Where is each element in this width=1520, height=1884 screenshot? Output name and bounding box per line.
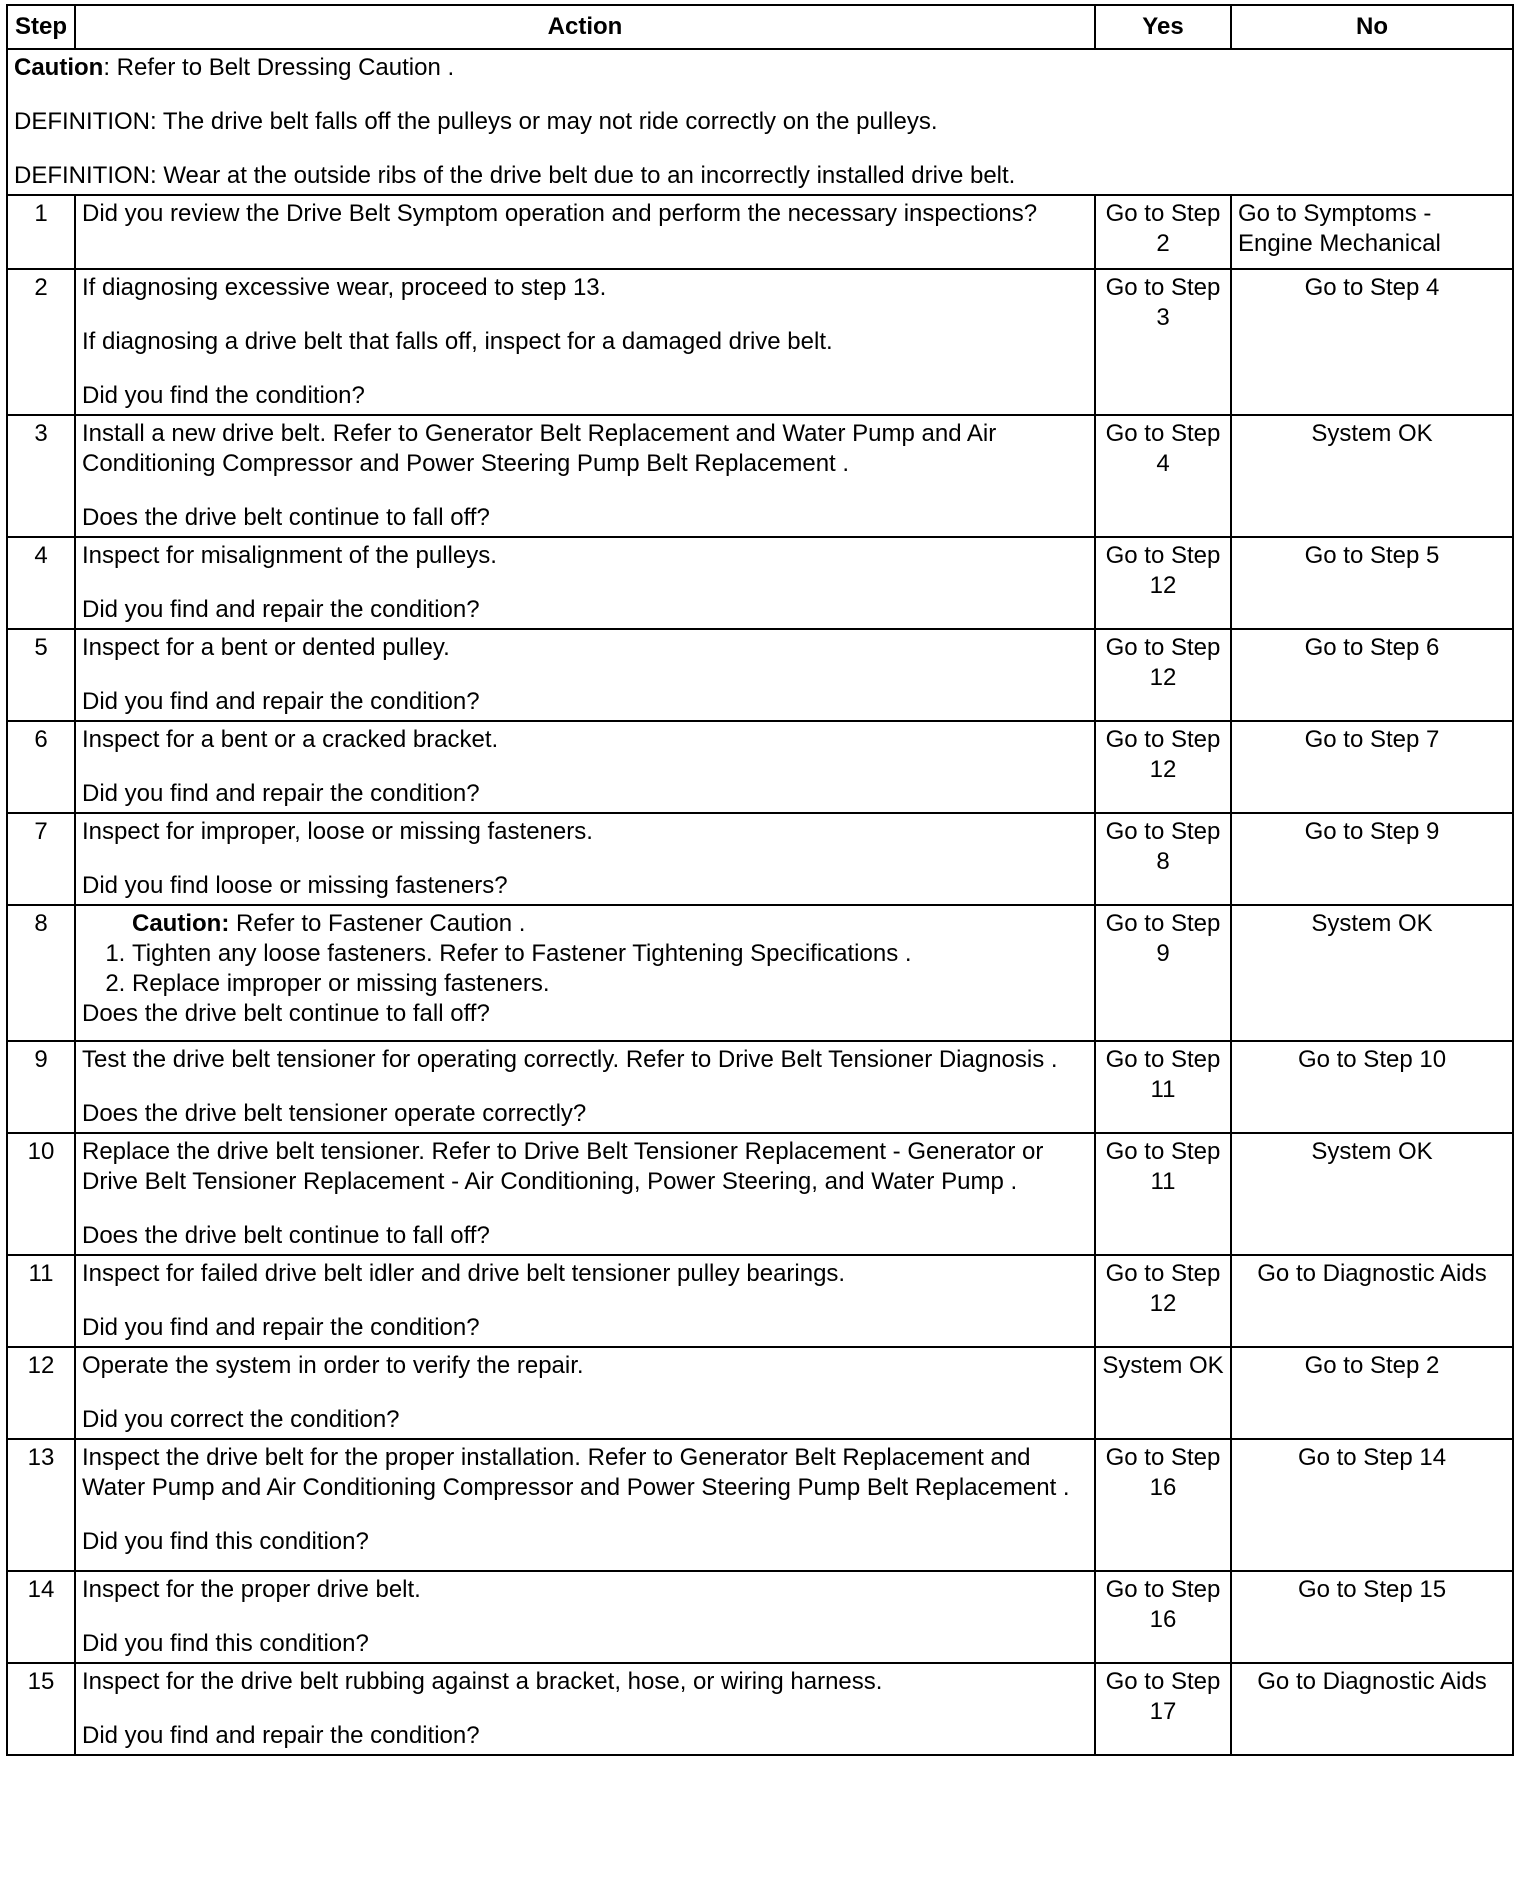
yes-link[interactable]: Go to Step 8 bbox=[1095, 813, 1231, 905]
step-caution-text: Refer to Fastener Caution . bbox=[229, 910, 526, 937]
step-number: 5 bbox=[7, 629, 75, 721]
action-question: Does the drive belt continue to fall off? bbox=[82, 1000, 490, 1027]
yes-link[interactable]: Go to Step 16 bbox=[1095, 1439, 1231, 1571]
step-number: 2 bbox=[7, 269, 75, 415]
action-question: Did you find and repair the condition? bbox=[82, 596, 480, 623]
diagnostic-table bbox=[6, 4, 1514, 1756]
table-row bbox=[7, 1255, 1513, 1347]
step-action bbox=[75, 269, 1095, 415]
action-line: Test the drive belt tensioner for operating correctly. Refer to Drive Belt Tensioner Diagnosis . bbox=[82, 1046, 1058, 1073]
table-row bbox=[7, 1663, 1513, 1755]
action-question: Did you find and repair the condition? bbox=[82, 688, 480, 715]
step-number: 1 bbox=[7, 195, 75, 269]
action-line: Inspect for a bent or a cracked bracket. bbox=[82, 726, 499, 753]
no-link[interactable]: Go to Step 5 bbox=[1231, 537, 1513, 629]
intro-cell bbox=[7, 49, 1513, 195]
action-question: Does the drive belt tensioner operate correctly? bbox=[82, 1100, 587, 1127]
step-action bbox=[75, 1133, 1095, 1255]
yes-link[interactable]: Go to Step 2 bbox=[1095, 195, 1231, 269]
action-line: Inspect for the drive belt rubbing against a bracket, hose, or wiring harness. bbox=[82, 1668, 883, 1695]
yes-link[interactable]: Go to Step 17 bbox=[1095, 1663, 1231, 1755]
step-number: 8 bbox=[7, 905, 75, 1041]
table-row bbox=[7, 415, 1513, 537]
list-item: 1. Tighten any loose fasteners. Refer to Fastener Tightening Specifications . bbox=[132, 939, 1088, 969]
action-question: Does the drive belt continue to fall off? bbox=[82, 1222, 490, 1249]
action-line: Inspect for failed drive belt idler and drive belt tensioner pulley bearings. bbox=[82, 1260, 846, 1287]
action-question: Did you find this condition? bbox=[82, 1630, 369, 1657]
step-number: 9 bbox=[7, 1041, 75, 1133]
step-number: 14 bbox=[7, 1571, 75, 1663]
action-line: Inspect for misalignment of the pulleys. bbox=[82, 542, 497, 569]
header-no: No bbox=[1231, 5, 1513, 49]
step-action bbox=[75, 813, 1095, 905]
action-line: Replace the drive belt tensioner. Refer to Drive Belt Tensioner Replacement - Generator or Drive Belt Tensioner Replacement - Air Conditioning, Power Steering, and Water Pump . bbox=[82, 1138, 1044, 1195]
no-link[interactable]: Go to Step 4 bbox=[1231, 269, 1513, 415]
step-action bbox=[75, 1255, 1095, 1347]
step-number: 11 bbox=[7, 1255, 75, 1347]
step-caution bbox=[82, 909, 1088, 939]
no-link[interactable]: Go to Symptoms - Engine Mechanical bbox=[1231, 195, 1513, 269]
step-caution-label: Caution: bbox=[132, 910, 230, 937]
step-number: 3 bbox=[7, 415, 75, 537]
yes-link[interactable]: Go to Step 4 bbox=[1095, 415, 1231, 537]
no-link[interactable]: Go to Step 6 bbox=[1231, 629, 1513, 721]
action-question: Did you find loose or missing fasteners? bbox=[82, 872, 508, 899]
step-action bbox=[75, 1571, 1095, 1663]
yes-link[interactable]: Go to Step 11 bbox=[1095, 1133, 1231, 1255]
no-link[interactable]: System OK bbox=[1231, 1133, 1513, 1255]
table-row bbox=[7, 269, 1513, 415]
table-row bbox=[7, 1347, 1513, 1439]
no-link[interactable]: Go to Step 10 bbox=[1231, 1041, 1513, 1133]
table-row bbox=[7, 537, 1513, 629]
yes-link[interactable]: Go to Step 11 bbox=[1095, 1041, 1231, 1133]
step-number: 10 bbox=[7, 1133, 75, 1255]
yes-link[interactable]: Go to Step 12 bbox=[1095, 1255, 1231, 1347]
step-action bbox=[75, 1663, 1095, 1755]
action-line: Did you review the Drive Belt Symptom operation and perform the necessary inspections? bbox=[82, 200, 1038, 227]
header-row bbox=[7, 5, 1513, 49]
action-line: Operate the system in order to verify the repair. bbox=[82, 1352, 584, 1379]
intro-row bbox=[7, 49, 1513, 195]
action-question: Did you find the condition? bbox=[82, 382, 365, 409]
action-line: Inspect for a bent or dented pulley. bbox=[82, 634, 450, 661]
action-line: Inspect the drive belt for the proper installation. Refer to Generator Belt Replacement and Water Pump and Air Conditioning Compressor and Power Steering Pump Belt Replacement . bbox=[82, 1444, 1070, 1501]
yes-link[interactable]: System OK bbox=[1095, 1347, 1231, 1439]
step-number: 15 bbox=[7, 1663, 75, 1755]
step-action bbox=[75, 195, 1095, 269]
intro-caution-text: : Refer to Belt Dressing Caution . bbox=[103, 54, 455, 81]
step-number: 13 bbox=[7, 1439, 75, 1571]
yes-link[interactable]: Go to Step 3 bbox=[1095, 269, 1231, 415]
action-line: Install a new drive belt. Refer to Generator Belt Replacement and Water Pump and Air Conditioning Compressor and Power Steering Pump Belt Replacement . bbox=[82, 420, 997, 477]
step-number: 4 bbox=[7, 537, 75, 629]
step-action bbox=[75, 1439, 1095, 1571]
action-question: Did you find and repair the condition? bbox=[82, 1314, 480, 1341]
yes-link[interactable]: Go to Step 16 bbox=[1095, 1571, 1231, 1663]
action-question: Does the drive belt continue to fall off? bbox=[82, 504, 490, 531]
header-action: Action bbox=[75, 5, 1095, 49]
intro-caution bbox=[14, 53, 1506, 83]
intro-definition-1: DEFINITION: The drive belt falls off the pulleys or may not ride correctly on the pulleys. bbox=[14, 108, 938, 135]
step-number: 7 bbox=[7, 813, 75, 905]
step-number: 12 bbox=[7, 1347, 75, 1439]
step-action bbox=[75, 415, 1095, 537]
action-question: Did you find this condition? bbox=[82, 1528, 369, 1555]
action-question: Did you find and repair the condition? bbox=[82, 780, 480, 807]
table-row bbox=[7, 195, 1513, 269]
table-row bbox=[7, 1439, 1513, 1571]
action-line: Inspect for improper, loose or missing fasteners. bbox=[82, 818, 593, 845]
table-row bbox=[7, 1133, 1513, 1255]
no-link[interactable]: Go to Step 14 bbox=[1231, 1439, 1513, 1571]
yes-link[interactable]: Go to Step 12 bbox=[1095, 721, 1231, 813]
action-line: If diagnosing excessive wear, proceed to step 13. bbox=[82, 274, 607, 301]
header-step: Step bbox=[7, 5, 75, 49]
action-line: If diagnosing a drive belt that falls off, inspect for a damaged drive belt. bbox=[82, 328, 833, 355]
table-row bbox=[7, 629, 1513, 721]
substep-list bbox=[82, 939, 1088, 999]
yes-link[interactable]: Go to Step 12 bbox=[1095, 537, 1231, 629]
step-action bbox=[75, 1041, 1095, 1133]
table-row bbox=[7, 721, 1513, 813]
table-row bbox=[7, 1571, 1513, 1663]
header-yes: Yes bbox=[1095, 5, 1231, 49]
step-action bbox=[75, 537, 1095, 629]
step-action bbox=[75, 629, 1095, 721]
table-row bbox=[7, 905, 1513, 1041]
no-link[interactable]: Go to Step 2 bbox=[1231, 1347, 1513, 1439]
table-row bbox=[7, 1041, 1513, 1133]
table-row bbox=[7, 813, 1513, 905]
no-link[interactable]: Go to Step 9 bbox=[1231, 813, 1513, 905]
action-line: Inspect for the proper drive belt. bbox=[82, 1576, 421, 1603]
intro-definition-2: DEFINITION: Wear at the outside ribs of the drive belt due to an incorrectly installed drive belt. bbox=[14, 162, 1016, 189]
step-action bbox=[75, 905, 1095, 1041]
step-number: 6 bbox=[7, 721, 75, 813]
step-action bbox=[75, 721, 1095, 813]
no-link[interactable]: System OK bbox=[1231, 415, 1513, 537]
no-link[interactable]: System OK bbox=[1231, 905, 1513, 1041]
no-link[interactable]: Go to Diagnostic Aids bbox=[1231, 1663, 1513, 1755]
list-item: 2. Replace improper or missing fasteners. bbox=[132, 969, 1088, 999]
no-link[interactable]: Go to Step 15 bbox=[1231, 1571, 1513, 1663]
action-question: Did you correct the condition? bbox=[82, 1406, 400, 1433]
yes-link[interactable]: Go to Step 12 bbox=[1095, 629, 1231, 721]
yes-link[interactable]: Go to Step 9 bbox=[1095, 905, 1231, 1041]
no-link[interactable]: Go to Step 7 bbox=[1231, 721, 1513, 813]
no-link[interactable]: Go to Diagnostic Aids bbox=[1231, 1255, 1513, 1347]
intro-caution-label: Caution bbox=[14, 54, 104, 81]
action-question: Did you find and repair the condition? bbox=[82, 1722, 480, 1749]
step-action bbox=[75, 1347, 1095, 1439]
